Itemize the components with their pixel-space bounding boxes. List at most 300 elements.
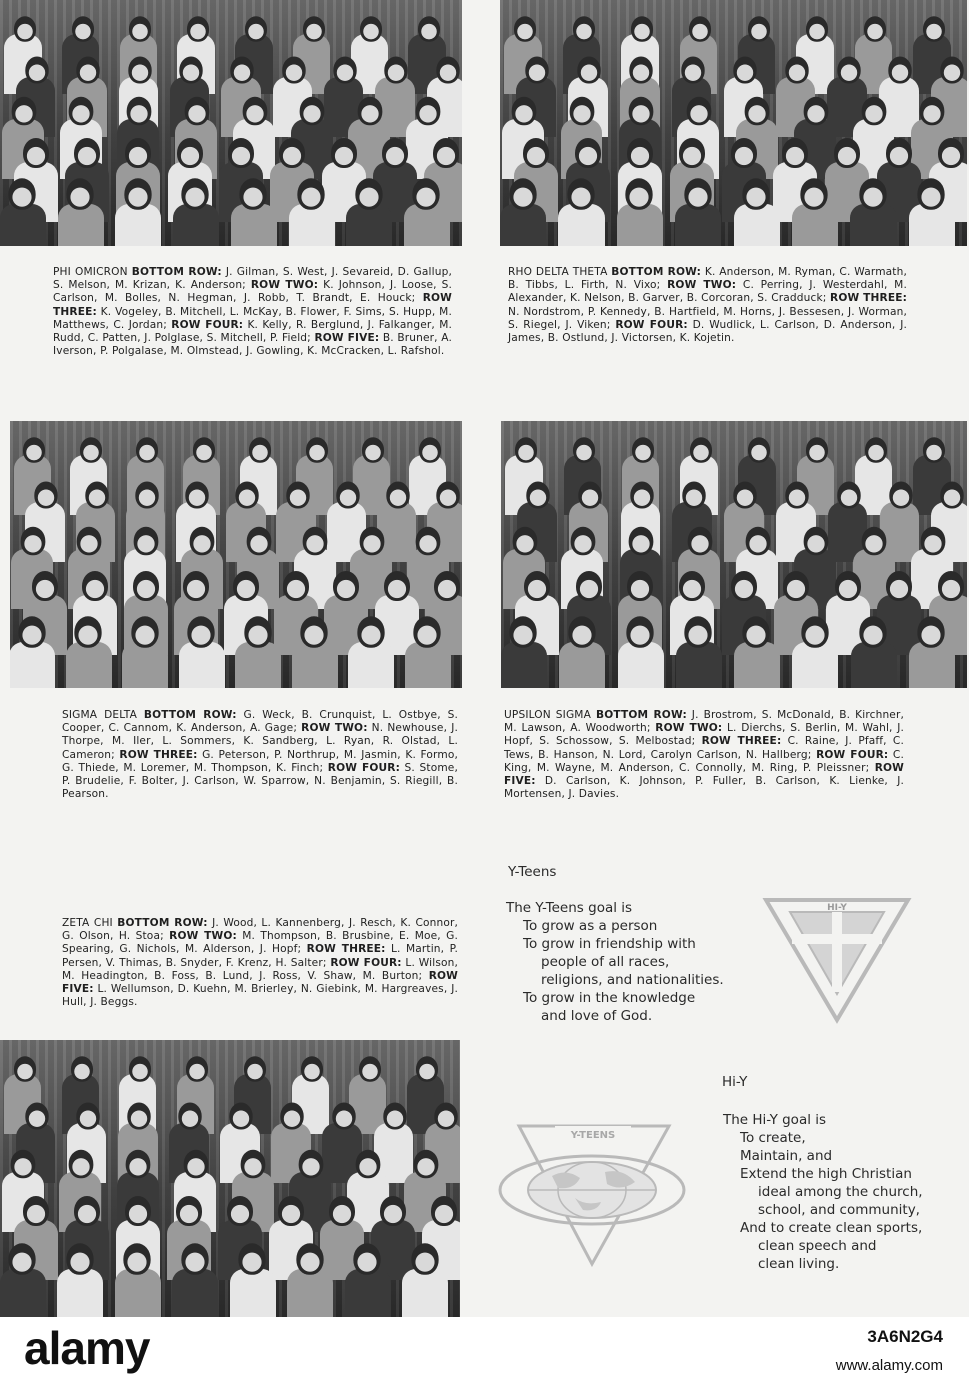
member-face: [626, 616, 653, 648]
member-silhouette: [115, 204, 161, 246]
member-face: [526, 482, 549, 509]
member-face: [733, 57, 756, 84]
caption-row-names: K. Vogeley, B. Mitchell, L. McKay, B. Flower, F. Sims, S. Hupp, M. Matthews, C. Jordan;: [53, 305, 452, 331]
watermark-url: www.alamy.com: [835, 1357, 943, 1374]
member-face: [184, 1150, 209, 1179]
member-face: [567, 178, 594, 210]
hi-y-line: Extend the high Christian: [740, 1166, 912, 1182]
caption-row-names: J. Brostrom, S. McDonald, B. Kirchner, M. Lawson, A. Woodworth;: [504, 709, 905, 735]
member-face: [436, 57, 459, 84]
member-face: [329, 1196, 355, 1226]
member-face: [136, 437, 158, 463]
member-face: [231, 57, 254, 84]
member-face: [380, 1196, 406, 1226]
member-face: [382, 138, 408, 168]
member-face: [920, 527, 945, 556]
caption-row-label: ROW FOUR:: [171, 318, 244, 331]
member-face: [627, 571, 653, 601]
member-face: [524, 571, 550, 601]
member-face: [862, 97, 887, 126]
caption-row-label: ROW THREE:: [53, 292, 452, 318]
caption-row-label: ROW TWO:: [169, 930, 237, 943]
member-face: [886, 571, 912, 601]
caption-row-label: ROW THREE:: [119, 748, 198, 761]
caption-row-names: L. Wellumson, D. Kuehn, M. Brierley, N. Giebink, M. Hargreaves, J. Hull, J. Beggs.: [62, 983, 458, 1009]
member-face: [632, 437, 654, 463]
member-face: [630, 482, 653, 509]
member-face: [515, 437, 537, 463]
caption-row-names: D. Wudlick, L. Carlson, D. Anderson, J. James, B. Ostlund, J. Victorsen, K. Kojetin.: [508, 318, 908, 345]
caption-row-label: ROW TWO:: [301, 722, 368, 735]
hi-y-line: clean living.: [758, 1256, 840, 1272]
member-face: [297, 178, 324, 210]
hi-y-line: clean speech and: [758, 1238, 877, 1254]
member-silhouette: [115, 1269, 161, 1317]
member-silhouette: [618, 642, 664, 688]
member-face: [837, 482, 860, 509]
y-teens-line: To grow in the knowledge: [523, 990, 696, 1006]
hi-y-heading: Hi-Y: [722, 1074, 748, 1090]
member-silhouette: [734, 204, 780, 246]
member-face: [783, 571, 809, 601]
upsilon-sigma-photo: [501, 421, 967, 688]
member-face: [85, 482, 108, 509]
hi-y-emblem-icon: [762, 894, 912, 1024]
member-face: [359, 1056, 381, 1082]
member-face: [69, 97, 94, 126]
y-teens-line: To grow as a person: [523, 918, 658, 934]
member-face: [135, 482, 158, 509]
member-face: [731, 138, 757, 168]
member-face: [333, 571, 359, 601]
member-face: [331, 138, 357, 168]
caption-row-names: D. Carlson, K. Johnson, P. Fuller, B. Carlson, K. Lienke, J. Mortensen, J. Davies.: [504, 775, 904, 801]
member-face: [303, 16, 325, 42]
member-face: [127, 97, 152, 126]
member-face: [123, 1243, 150, 1275]
y-teens-line: and love of God.: [541, 1008, 653, 1024]
member-silhouette: [66, 642, 112, 688]
member-silhouette: [173, 204, 219, 246]
hi-y-goal: [723, 1111, 923, 1273]
caption-row-label: BOTTOM ROW:: [117, 917, 208, 929]
member-silhouette: [909, 204, 955, 246]
member-face: [11, 97, 36, 126]
caption-row-names: K. Johnson, J. Loose, S. Carlson, M. Bolles, N. Hegman, J. Robb, T. Brandt, E. Houck;: [53, 279, 453, 305]
member-face: [14, 1056, 36, 1082]
member-face: [21, 527, 46, 556]
caption-org-name: RHO DELTA THETA: [508, 266, 612, 278]
member-face: [681, 57, 704, 84]
member-face: [742, 178, 769, 210]
y-teens-goal: [506, 899, 724, 1025]
member-silhouette: [675, 204, 721, 246]
caption-row-names: G. Weck, B. Crunquist, L. Ostbye, S. Cooper, C. Cannom, K. Anderson, A. Gage;: [62, 709, 459, 735]
member-silhouette: [558, 204, 604, 246]
member-face: [685, 616, 712, 648]
watermark-bar: [0, 1317, 969, 1390]
caption-row-names: L. Dierchs, S. Berlin, M. Wahl, J. Hopf, S. Schossow, S. Melbostad;: [504, 722, 905, 748]
member-face: [575, 138, 601, 168]
member-face: [185, 482, 208, 509]
member-silhouette: [122, 642, 168, 688]
member-face: [938, 571, 964, 601]
member-face: [801, 178, 828, 210]
caption-row-names: C. Perring, J. Westerdahl, M. Alexander, K. Nelson, B. Garver, B. Corcoran, S. Cradduck;: [508, 279, 907, 305]
hi-y-emblem-text: HI-Y: [827, 903, 847, 913]
member-face: [126, 1150, 151, 1179]
hi-y-line: ideal among the church,: [758, 1184, 923, 1200]
y-teens-line: To grow in friendship with: [523, 936, 696, 952]
member-face: [74, 138, 100, 168]
upsilon-sigma-caption: [504, 709, 904, 801]
member-face: [228, 138, 254, 168]
member-face: [358, 97, 383, 126]
member-silhouette: [792, 642, 838, 688]
member-face: [383, 1103, 406, 1130]
member-face: [514, 16, 536, 42]
member-face: [835, 571, 861, 601]
member-face: [572, 16, 594, 42]
member-face: [9, 178, 36, 210]
member-face: [360, 16, 382, 42]
caption-row-label: ROW TWO:: [667, 279, 737, 292]
member-face: [679, 138, 705, 168]
member-face: [76, 1103, 99, 1130]
phi-omicron-caption: [53, 266, 452, 358]
member-face: [193, 437, 215, 463]
member-face: [865, 437, 887, 463]
member-face: [356, 1150, 381, 1179]
member-silhouette: [850, 204, 896, 246]
member-face: [434, 571, 460, 601]
member-face: [414, 1150, 439, 1179]
member-face: [804, 527, 829, 556]
member-face: [918, 616, 945, 648]
member-face: [862, 527, 887, 556]
member-face: [689, 16, 711, 42]
hi-y-line: To create,: [740, 1130, 806, 1146]
caption-row-names: S. Stome, P. Brudelie, F. Bolter, J. Carlson, W. Sparrow, N. Benjamin, S. Riegill, B. Pearson.: [62, 761, 458, 801]
member-silhouette: [179, 642, 225, 688]
member-silhouette: [172, 1269, 218, 1317]
member-face: [748, 16, 770, 42]
member-silhouette: [909, 642, 955, 688]
member-face: [127, 1103, 150, 1130]
caption-row-names: G. Peterson, P. Northrup, M. Jasmin, K. Formo, G. Thiede, M. Loremer, M. Thompson, K. Finch;: [62, 748, 458, 774]
member-face: [240, 178, 267, 210]
member-face: [183, 571, 209, 601]
member-silhouette: [405, 642, 451, 688]
member-face: [385, 57, 408, 84]
member-face: [834, 138, 860, 168]
member-silhouette: [0, 1269, 46, 1317]
member-face: [244, 616, 271, 648]
member-face: [576, 571, 602, 601]
member-face: [333, 57, 356, 84]
member-silhouette: [346, 204, 392, 246]
member-face: [837, 57, 860, 84]
member-face: [128, 57, 151, 84]
member-face: [360, 527, 385, 556]
caption-row-label: BOTTOM ROW:: [131, 266, 222, 278]
member-silhouette: [500, 204, 546, 246]
member-face: [23, 1196, 49, 1226]
member-face: [133, 571, 159, 601]
caption-row-names: B. Bruner, A. Iverson, P. Polgalase, M. Olmstead, J. Gowling, K. McCracken, L. Rafshol.: [53, 332, 452, 358]
member-face: [296, 1243, 323, 1275]
member-face: [14, 16, 36, 42]
member-face: [190, 527, 215, 556]
member-face: [282, 57, 305, 84]
member-silhouette: [348, 642, 394, 688]
caption-row-label: ROW FOUR:: [327, 761, 400, 774]
member-silhouette: [289, 204, 335, 246]
member-face: [571, 527, 596, 556]
member-face: [362, 437, 384, 463]
member-face: [687, 527, 712, 556]
phi-omicron-photo: [0, 0, 462, 246]
member-face: [782, 138, 808, 168]
member-face: [419, 437, 441, 463]
caption-row-names: J. Wood, L. Kannenberg, J. Resch, K. Connor, G. Olson, H. Stoa;: [62, 917, 459, 943]
member-face: [300, 97, 325, 126]
member-face: [66, 178, 93, 210]
member-face: [71, 1056, 93, 1082]
member-face: [181, 1243, 208, 1275]
caption-row-label: ROW TWO:: [655, 722, 723, 735]
sigma-delta-caption: [62, 709, 458, 801]
caption-org-name: ZETA CHI: [62, 917, 118, 929]
member-face: [278, 1196, 304, 1226]
member-face: [176, 1196, 202, 1226]
member-face: [731, 571, 757, 601]
sigma-delta-photo: [10, 421, 462, 688]
member-silhouette: [676, 642, 722, 688]
member-face: [129, 16, 151, 42]
caption-row-names: K. Kelly, R. Berglund, J. Falkanger, M. Rudd, C. Patten, J. Polglase, S. Mitchell, P. Field;: [53, 318, 453, 345]
member-face: [806, 16, 828, 42]
member-face: [332, 1103, 355, 1130]
member-face: [82, 571, 108, 601]
member-silhouette: [345, 1269, 391, 1317]
member-face: [25, 1103, 48, 1130]
member-face: [629, 527, 654, 556]
member-face: [233, 571, 259, 601]
hi-y-line: Maintain, and: [740, 1148, 833, 1164]
hi-y-line: school, and community,: [758, 1202, 920, 1218]
image-id: 3A6N2G4: [867, 1327, 943, 1346]
member-face: [299, 1150, 324, 1179]
member-face: [413, 616, 440, 648]
member-face: [186, 1056, 208, 1082]
member-face: [306, 437, 328, 463]
member-face: [864, 16, 886, 42]
caption-row-label: ROW THREE:: [701, 735, 782, 748]
member-face: [577, 57, 600, 84]
member-face: [32, 571, 58, 601]
member-face: [238, 1243, 265, 1275]
member-face: [177, 138, 203, 168]
member-face: [23, 138, 49, 168]
rho-delta-theta-photo: [500, 0, 967, 246]
member-face: [184, 97, 209, 126]
caption-row-label: BOTTOM ROW:: [595, 709, 687, 721]
member-face: [523, 138, 549, 168]
member-face: [300, 616, 327, 648]
member-face: [411, 1243, 438, 1275]
member-face: [77, 527, 102, 556]
member-face: [626, 178, 653, 210]
y-teens-line: religions, and nationalities.: [541, 972, 724, 988]
y-teens-line: people of all races,: [541, 954, 670, 970]
member-silhouette: [501, 642, 547, 688]
member-face: [734, 482, 757, 509]
member-face: [743, 616, 770, 648]
member-face: [249, 437, 271, 463]
caption-org-name: SIGMA DELTA: [62, 709, 144, 721]
caption-row-names: L. Wilson, M. Headington, B. Foss, B. Lund, J. Ross, V. Shaw, M. Burton;: [62, 956, 458, 982]
caption-row-names: N. Nordstrom, P. Kennedy, B. Hartfield, M. Horns, J. Bessesen, J. Worman, S. Riegel, J. Viken;: [508, 305, 907, 331]
member-face: [938, 138, 964, 168]
member-face: [244, 1056, 266, 1082]
member-face: [74, 1196, 100, 1226]
member-face: [803, 97, 828, 126]
member-face: [941, 57, 964, 84]
member-silhouette: [734, 642, 780, 688]
member-silhouette: [559, 642, 605, 688]
member-face: [72, 16, 94, 42]
member-face: [124, 178, 151, 210]
member-face: [357, 616, 384, 648]
caption-row-label: ROW FOUR:: [615, 318, 688, 331]
member-face: [129, 1056, 151, 1082]
member-face: [627, 138, 653, 168]
member-silhouette: [230, 1269, 276, 1317]
zeta-chi-photo: [0, 1040, 460, 1317]
member-face: [125, 138, 151, 168]
member-face: [570, 97, 595, 126]
caption-row-label: BOTTOM ROW:: [611, 266, 702, 278]
member-silhouette: [287, 1269, 333, 1317]
member-face: [80, 437, 102, 463]
alamy-logo: alamy: [24, 1322, 150, 1374]
member-face: [628, 97, 653, 126]
rho-delta-theta-caption: [508, 266, 907, 345]
member-face: [236, 482, 259, 509]
member-face: [434, 1103, 457, 1130]
member-face: [11, 1150, 36, 1179]
member-face: [801, 616, 828, 648]
member-face: [923, 16, 945, 42]
caption-row-names: J. Gilman, S. West, J. Sevareid, D. Gallup, S. Melson, M. Krizan, K. Anderson;: [53, 266, 453, 292]
member-face: [8, 1243, 35, 1275]
member-face: [386, 482, 409, 509]
member-face: [384, 571, 410, 601]
caption-row-label: ROW FIVE:: [62, 969, 458, 996]
member-face: [745, 527, 770, 556]
member-silhouette: [404, 204, 450, 246]
member-face: [510, 616, 537, 648]
member-face: [247, 527, 272, 556]
member-face: [125, 1196, 151, 1226]
member-silhouette: [231, 204, 277, 246]
member-face: [23, 437, 45, 463]
member-face: [230, 1103, 253, 1130]
member-face: [355, 178, 382, 210]
member-face: [684, 178, 711, 210]
member-face: [918, 178, 945, 210]
member-face: [682, 482, 705, 509]
member-face: [182, 178, 209, 210]
member-face: [279, 138, 305, 168]
member-face: [512, 527, 537, 556]
member-face: [859, 178, 886, 210]
member-face: [889, 57, 912, 84]
member-face: [283, 571, 309, 601]
member-face: [886, 138, 912, 168]
caption-row-label: ROW FOUR:: [816, 748, 889, 761]
member-face: [578, 482, 601, 509]
member-face: [573, 437, 595, 463]
y-teens-emblem-text: Y-TEENS: [570, 1130, 616, 1141]
caption-row-label: ROW FIVE:: [314, 332, 380, 345]
member-face: [923, 437, 945, 463]
member-face: [418, 16, 440, 42]
member-face: [242, 97, 267, 126]
member-face: [679, 571, 705, 601]
zeta-chi-caption: [62, 917, 458, 1009]
member-face: [187, 616, 214, 648]
member-face: [785, 482, 808, 509]
member-face: [69, 1150, 94, 1179]
member-face: [416, 527, 441, 556]
hi-y-intro: The Hi-Y goal is: [723, 1112, 827, 1128]
member-face: [303, 527, 328, 556]
member-face: [286, 482, 309, 509]
member-silhouette: [792, 204, 838, 246]
member-face: [416, 1056, 438, 1082]
caption-row-names: N. Newhouse, J. Thorpe, M. Iler, L. Sommers, K. Sandberg, L. Ryan, R. Olstad, L. Cameron;: [62, 722, 458, 761]
member-silhouette: [10, 642, 55, 688]
member-silhouette: [57, 1269, 103, 1317]
member-face: [748, 437, 770, 463]
member-face: [353, 1243, 380, 1275]
member-silhouette: [292, 642, 338, 688]
member-face: [415, 97, 440, 126]
member-face: [806, 437, 828, 463]
member-face: [134, 527, 159, 556]
member-face: [241, 1150, 266, 1179]
caption-row-label: ROW TWO:: [250, 279, 319, 292]
member-face: [745, 97, 770, 126]
member-face: [687, 97, 712, 126]
caption-org-name: UPSILON SIGMA: [504, 709, 596, 721]
member-face: [179, 57, 202, 84]
member-face: [413, 178, 440, 210]
caption-org-name: PHI OMICRON: [53, 266, 132, 278]
y-teens-heading: Y-Teens: [508, 864, 557, 880]
member-face: [509, 178, 536, 210]
member-face: [859, 616, 886, 648]
caption-row-names: M. Thompson, B. Brusbine, E. Moe, G. Spearing, G. Nichols, M. Alderson, J. Hopf;: [62, 930, 459, 956]
member-face: [25, 57, 48, 84]
member-face: [66, 1243, 93, 1275]
member-silhouette: [0, 204, 46, 246]
caption-row-label: ROW THREE:: [830, 292, 908, 305]
caption-row-label: ROW THREE:: [306, 943, 386, 956]
y-teens-intro: The Y-Teens goal is: [506, 900, 633, 916]
